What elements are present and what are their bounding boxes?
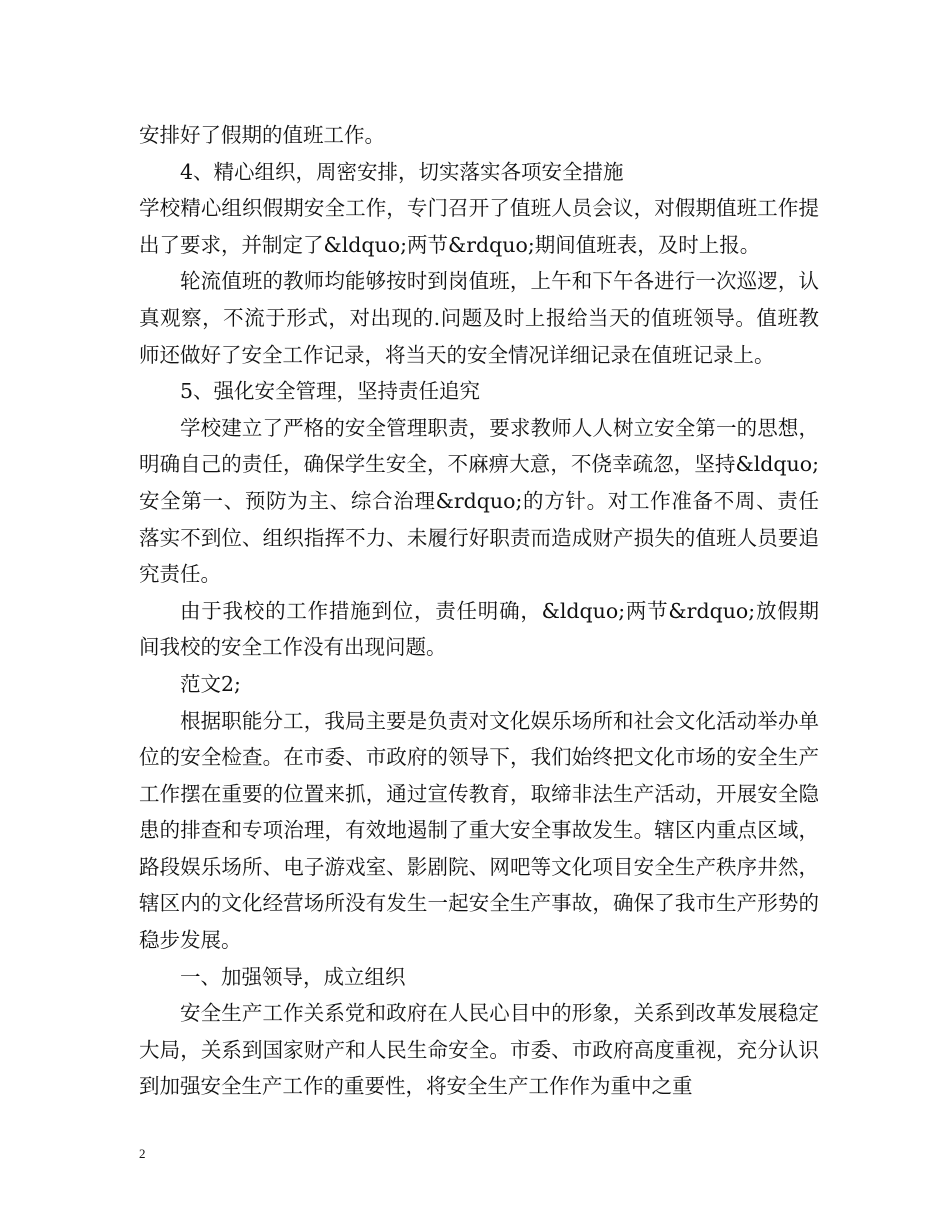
paragraph: 安排好了假期的值班工作。 [139,123,385,147]
paragraph: 根据职能分工，我局主要是负责对文化娱乐场所和社会文化活动举办单位的安全检查。在市委、市政府的领导下，我们始终把文化市场的安全生产工作摆在重要的位置来抓，通过宣传教育，取缔非法生产活动，开展安全隐患的排查和专项治理，有效地遏制了重大安全事故发生。辖区内重点区域，路段娱乐场所、电子游戏室、影剧院、网吧等文化项目安全生产秩序井然，辖区内的文化经营场所没有发生一起安全生产事故，确保了我市生产形势的稳步发展。 [139,708,819,953]
section-heading: 5、强化安全管理，坚持责任追究 [180,379,481,404]
paragraph: 学校精心组织假期安全工作，专门召开了值班人员会议，对假期值班工作提出了要求，并制定了&ldquo;两节&rdquo;期间值班表，及时上报。 [139,196,819,257]
paragraph: 由于我校的工作措施到位，责任明确，&ldquo;两节&rdquo;放假期间我校的安全工作没有出现问题。 [139,598,819,660]
paragraph: 安全生产工作关系党和政府在人民心目中的形象，关系到改革发展稳定大局，关系到国家财产和人民生命安全。市委、市政府高度重视，充分认识到加强安全生产工作的重要性，将安全生产工作作为重中之重 [139,1001,819,1099]
page-number: 2 [139,1146,146,1161]
section-heading: 4、精心组织，周密安排，切实落实各项安全措施 [180,159,624,184]
document-body [139,117,819,1105]
sample-heading: 范文2; [180,671,241,696]
section-heading: 一、加强领导，成立组织 [180,964,406,989]
paragraph: 轮流值班的教师均能够按时到岗值班，上午和下午各进行一次巡逻，认真观察，不流于形式，对出现的.问题及时上报给当天的值班领导。值班教师还做好了安全工作记录，将当天的安全情况详细记录在值班记录上。 [139,269,819,367]
paragraph: 学校建立了严格的安全管理职责，要求教师人人树立安全第一的思想，明确自己的责任，确保学生安全，不麻痹大意，不侥幸疏忽，坚持&ldquo;安全第一、预防为主、综合治理&rdquo;的方针。对工作准备不周、责任落实不到位、组织指挥不力、未履行好职责而造成财产损失的值班人员要追究责任。 [139,415,819,587]
